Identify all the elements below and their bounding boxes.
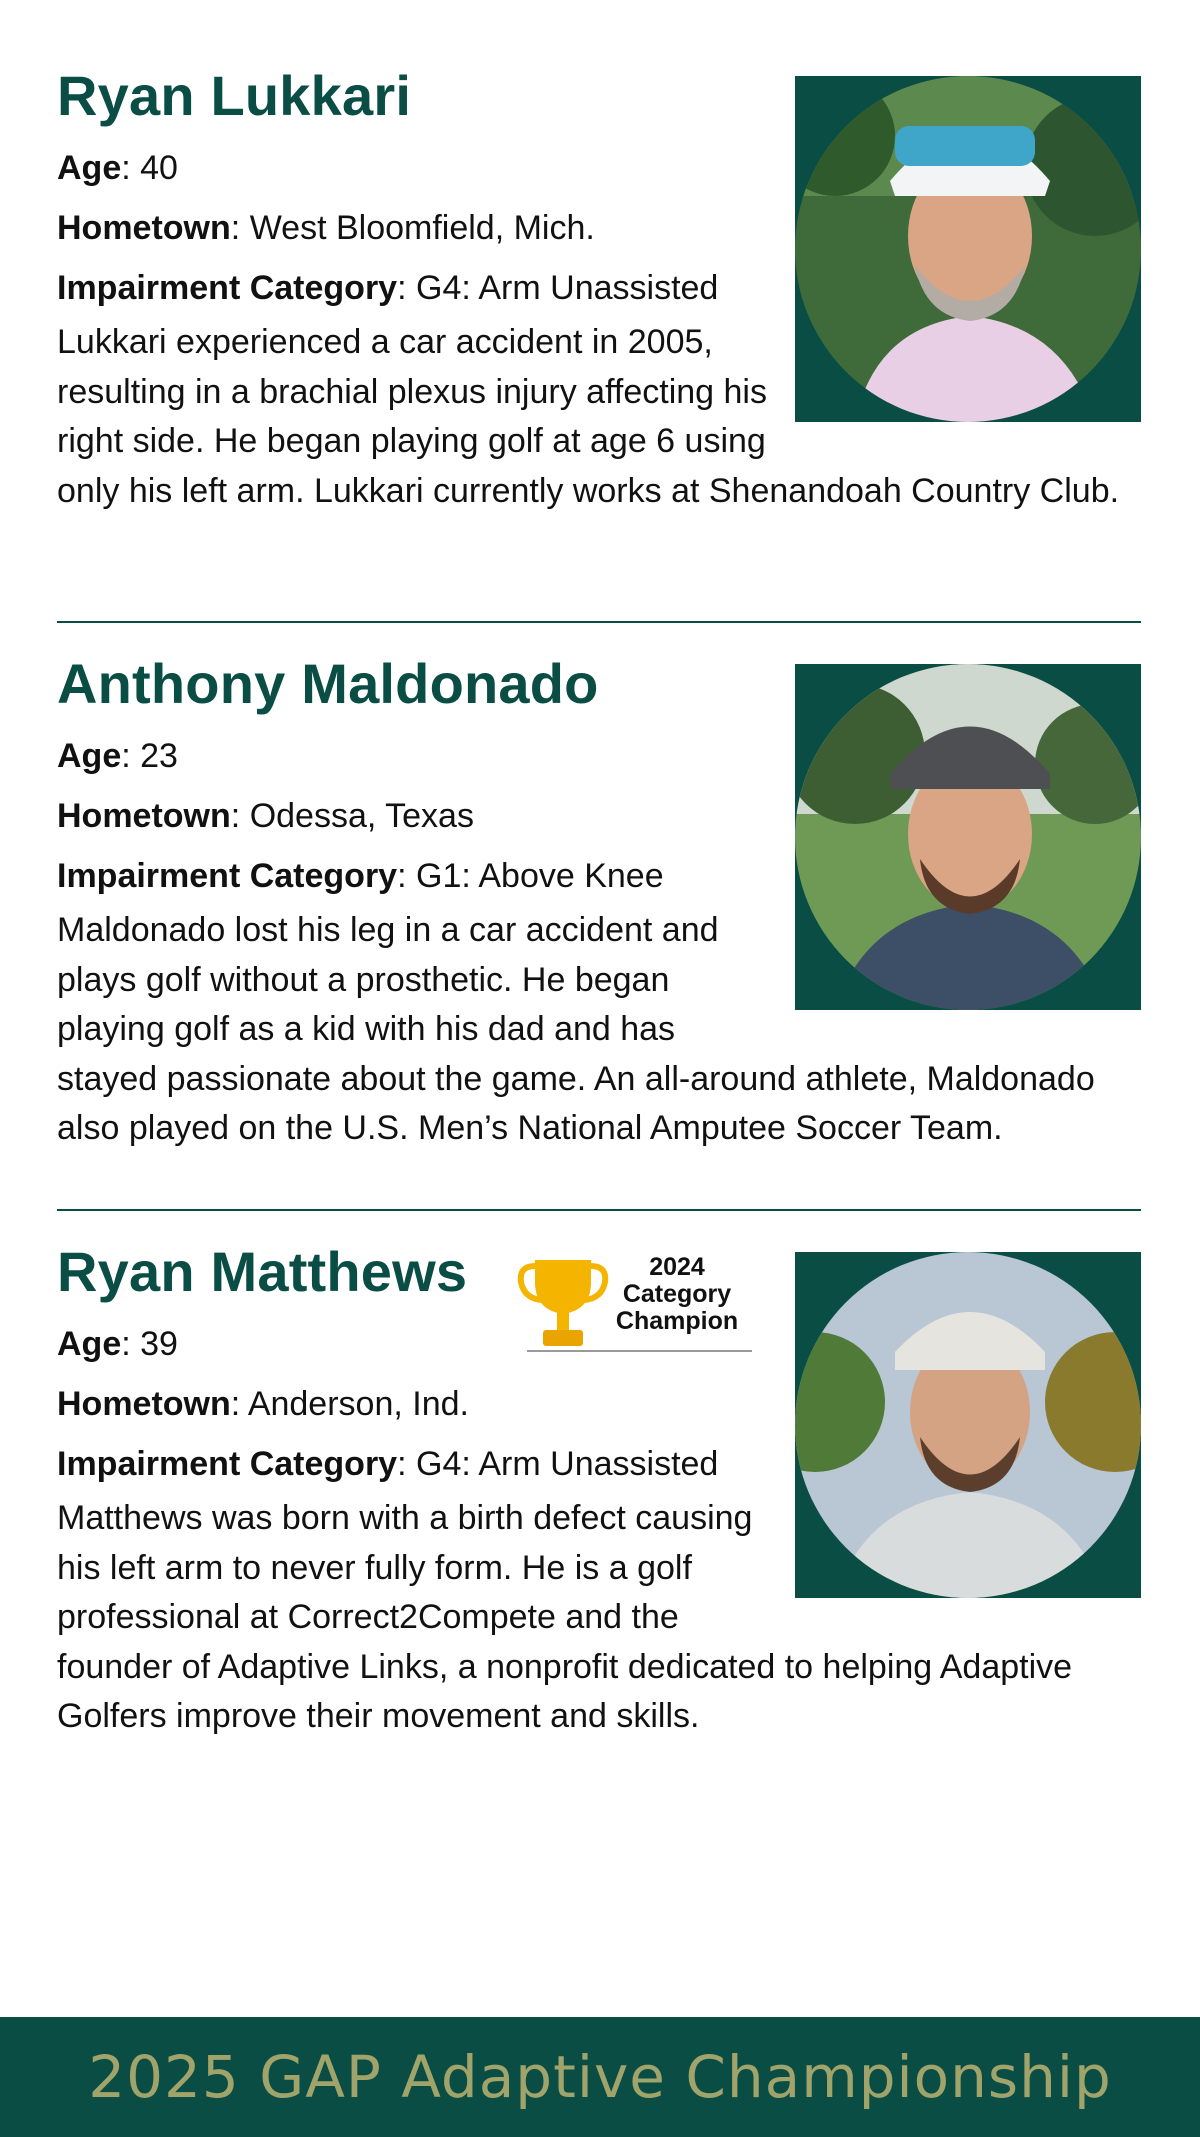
- age-value: 23: [140, 737, 178, 775]
- player-bio: Matthews was born with a birth defect causing his left arm to never fully form. He is a golf professional at Correct2Compete and the founder of Adaptive Links, a nonprofit dedicated to helping Adaptive Golfers improve their movement and skills.: [57, 1499, 1073, 1735]
- age-field: Age: 39: [57, 1325, 178, 1363]
- impairment-label: Impairment Category: [57, 1445, 398, 1483]
- section-divider: [57, 621, 1141, 623]
- hometown-value: Anderson, Ind.: [247, 1385, 469, 1423]
- footer-title: 2025 GAP Adaptive Championship: [88, 2043, 1112, 2111]
- impairment-value: G4: Arm Unassisted: [416, 1445, 719, 1483]
- age-field: Age: 23: [57, 737, 178, 775]
- impairment-field: Impairment Category: G1: Above Knee: [57, 857, 664, 895]
- impairment-field: Impairment Category: G4: Arm Unassisted: [57, 1445, 719, 1483]
- age-value: 40: [140, 149, 178, 187]
- hometown-field: Hometown: West Bloomfield, Mich.: [57, 209, 595, 247]
- player-name: Ryan Matthews: [57, 1240, 468, 1303]
- player-name: Anthony Maldonado: [57, 652, 599, 715]
- champion-category: Category: [622, 1280, 732, 1308]
- hometown-label: Hometown: [57, 209, 231, 247]
- player-profile-maldonado: [57, 648, 1141, 1154]
- player-bio: Lukkari experienced a car accident in 2005, resulting in a brachial plexus injury affecting his right side. He began playing golf at age 6 using only his left arm. Lukkari currently works at Shenandoah Country Club.: [57, 323, 1120, 510]
- player-photo-frame: [795, 76, 1141, 422]
- champion-year: 2024: [649, 1253, 705, 1281]
- player-profile-matthews: [57, 1236, 1141, 1742]
- age-label: Age: [57, 1325, 122, 1363]
- hometown-label: Hometown: [57, 1385, 231, 1423]
- player-photo: [795, 76, 1141, 422]
- player-photo-frame: [795, 664, 1141, 1010]
- hometown-label: Hometown: [57, 797, 231, 835]
- player-photo-frame: [795, 1252, 1141, 1598]
- player-photo: [795, 664, 1141, 1010]
- impairment-label: Impairment Category: [57, 269, 398, 307]
- player-photo: [795, 1252, 1141, 1598]
- age-value: 39: [140, 1325, 178, 1363]
- player-bio: Maldonado lost his leg in a car accident and plays golf without a prosthetic. He began playing golf as a kid with his dad and has stayed passionate about the game. An all-around athlete, Maldonado also played on the U.S. Men’s National Amputee Soccer Team.: [57, 911, 1095, 1147]
- hometown-value: Odessa, Texas: [249, 797, 474, 835]
- impairment-label: Impairment Category: [57, 857, 398, 895]
- champion-title: Champion: [615, 1307, 739, 1335]
- hometown-field: Hometown: Odessa, Texas: [57, 797, 474, 835]
- impairment-field: Impairment Category: G4: Arm Unassisted: [57, 269, 719, 307]
- hometown-value: West Bloomfield, Mich.: [249, 209, 595, 247]
- section-divider: [57, 1209, 1141, 1211]
- impairment-value: G1: Above Knee: [416, 857, 664, 895]
- player-name: Ryan Lukkari: [57, 64, 412, 127]
- age-field: Age: 40: [57, 149, 178, 187]
- impairment-value: G4: Arm Unassisted: [416, 269, 719, 307]
- footer-banner: [0, 2017, 1200, 2137]
- age-label: Age: [57, 737, 122, 775]
- age-label: Age: [57, 149, 122, 187]
- player-profile-lukkari: [57, 60, 1141, 516]
- hometown-field: Hometown: Anderson, Ind.: [57, 1385, 469, 1423]
